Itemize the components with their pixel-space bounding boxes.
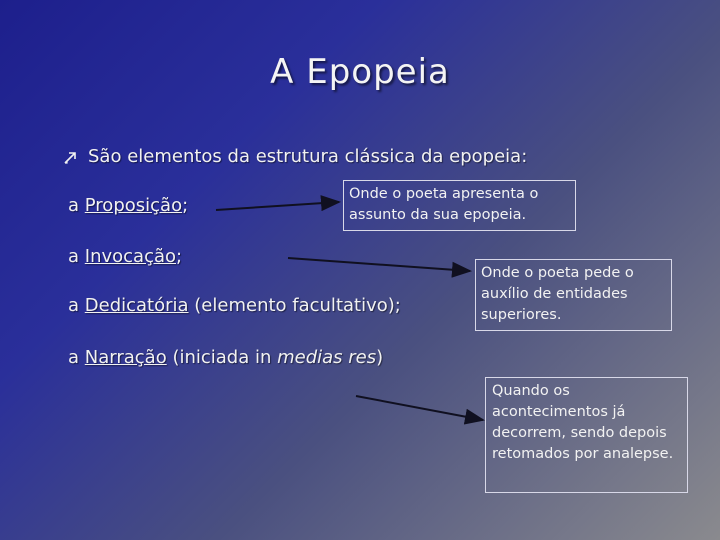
arrow-invocacao <box>288 258 470 271</box>
arrow-narracao <box>356 396 483 420</box>
item-suffix: (iniciada in <box>166 347 278 368</box>
note-box-narracao: Quando os acontecimentos já decorrem, sendo depois retomados por analepse. <box>485 377 688 493</box>
item-italic: medias res <box>277 347 377 368</box>
item-suffix: ; <box>182 195 189 216</box>
item-prefix: a <box>68 195 85 216</box>
note-box-invocacao: Onde o poeta pede o auxílio de entidades superiores. <box>475 259 672 331</box>
item-term: Invocação <box>84 246 177 267</box>
item-prefix: a <box>68 246 85 267</box>
item-suffix: ; <box>176 246 183 267</box>
item-term: Narração <box>84 347 167 368</box>
item-prefix: a <box>68 295 85 316</box>
item-term: Proposição <box>84 195 183 216</box>
note-box-proposicao: Onde o poeta apresenta o assunto da sua epopeia. <box>343 180 576 231</box>
item-prefix: a <box>68 347 85 368</box>
intro-text: São elementos da estrutura clássica da epopeia: <box>88 146 528 167</box>
slide-title: A Epopeia <box>270 52 450 92</box>
item-end: ) <box>376 347 384 368</box>
arrow-proposicao <box>216 202 339 210</box>
item-suffix: (elemento facultativo); <box>188 295 401 316</box>
item-term: Dedicatória <box>84 295 189 316</box>
